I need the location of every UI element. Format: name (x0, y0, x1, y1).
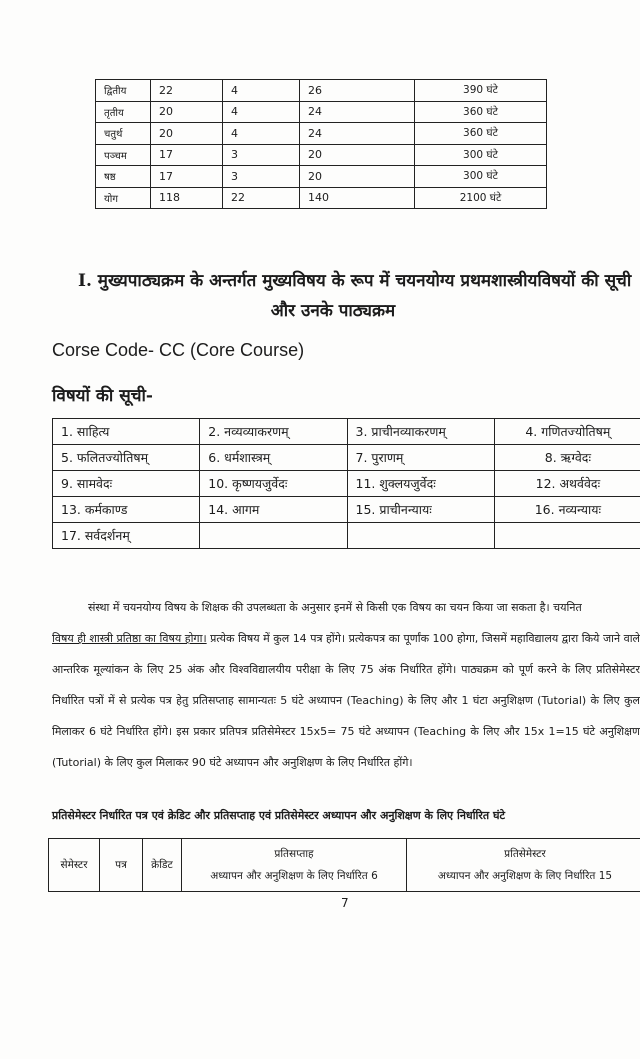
credits-table (48, 838, 640, 892)
subject-cell: 15. प्राचीनन्यायः (347, 497, 494, 523)
header-weekly (182, 839, 407, 892)
value-cell: 20 (151, 123, 223, 145)
header-paper: पत्र (100, 839, 143, 892)
table-row (96, 101, 547, 123)
heading-line-2: और उनके पाठ्यक्रम (270, 301, 396, 321)
value-cell: 20 (300, 166, 415, 188)
table-row (53, 497, 640, 523)
value-cell: 4 (223, 101, 300, 123)
page-number: 7 (341, 896, 349, 910)
value-cell: 26 (300, 80, 415, 102)
value-cell: 4 (223, 123, 300, 145)
subject-cell: 1. साहित्य (53, 419, 200, 445)
semester-cell: द्वितीय (96, 80, 151, 102)
table-row (53, 471, 640, 497)
semester-cell: योग (96, 187, 151, 209)
section-heading (78, 266, 638, 326)
hours-cell: 300 घंटे (415, 144, 547, 166)
subject-cell: 6. धर्मशास्त्रम् (200, 445, 347, 471)
subjects-table (52, 418, 640, 549)
header-credit: क्रेडिट (143, 839, 182, 892)
value-cell: 4 (223, 80, 300, 102)
subject-cell (200, 523, 347, 549)
subject-list-title: विषयों की सूची- (52, 386, 153, 406)
subject-cell: 3. प्राचीनव्याकरणम् (347, 419, 494, 445)
subject-cell: 13. कर्मकाण्ड (53, 497, 200, 523)
subject-cell: 4. गणितज्योतिषम् (494, 419, 640, 445)
header-semester-hours (407, 839, 640, 892)
body-paragraph (52, 592, 640, 778)
semester-cell: पञ्चम (96, 144, 151, 166)
table-row (96, 123, 547, 145)
value-cell: 22 (151, 80, 223, 102)
semester-hours-table (95, 79, 547, 209)
value-cell: 20 (151, 101, 223, 123)
subject-cell: 9. सामवेदः (53, 471, 200, 497)
semester-cell: षष्ठ (96, 166, 151, 188)
hours-cell: 2100 घंटे (415, 187, 547, 209)
table-row (96, 166, 547, 188)
table-header-row (49, 839, 640, 892)
table-row (53, 419, 640, 445)
sem-sub: अध्यापन और अनुशिक्षण के लिए निर्धारित 15 (437, 870, 613, 882)
subject-cell: 11. शुक्लयजुर्वेदः (347, 471, 494, 497)
underlined-text: विषय ही शास्त्री प्रतिष्ठा का विषय होगा। (52, 632, 207, 645)
table-row (96, 187, 547, 209)
hours-cell: 390 घंटे (415, 80, 547, 102)
subject-cell: 7. पुराणम् (347, 445, 494, 471)
value-cell: 17 (151, 144, 223, 166)
heading-line-1: I. मुख्यपाठ्यक्रम के अन्तर्गत मुख्यविषय के रूप में चयनयोग्य प्रथमशास्त्रीयविषयों की सूची (78, 271, 632, 291)
table-caption: प्रतिसेमेस्टर निर्धारित पत्र एवं क्रेडिट और प्रतिसप्ताह एवं प्रतिसेमेस्टर अध्यापन और अनुशिक्षण के लिए निर्धारित घंटे (52, 809, 506, 822)
value-cell: 3 (223, 144, 300, 166)
weekly-head: प्रतिसप्ताह (274, 848, 314, 860)
subject-cell: 14. आगम (200, 497, 347, 523)
subject-cell: 8. ऋग्वेदः (494, 445, 640, 471)
header-semester: सेमेस्टर (49, 839, 100, 892)
subject-cell: 12. अथर्ववेदः (494, 471, 640, 497)
value-cell: 20 (300, 144, 415, 166)
hours-cell: 300 घंटे (415, 166, 547, 188)
value-cell: 17 (151, 166, 223, 188)
paragraph-text: प्रत्येक विषय में कुल 14 पत्र होंगे। प्रत्येकपत्र का पूर्णांक 100 होगा, जिसमें महाविद्यालय द्वारा किये जाने वाले आन्तरिक मूल्यांकन के लिए 25 अंक और विश्वविद्यालयीय परीक्षा के लिए 75 अंक निर्धारित होंगे। पाठ्यक्रम को पूर्ण करने के लिए प्रतिसेमेस्टर निर्धारित पत्रों में से प्रत्येक पत्र हेतु प्रतिसप्ताह सामान्यतः 5 घंटे अध्यापन (Teaching) के लिए और 1 घंटा अनुशिक्षण (Tutorial) के लिए कुल मिलाकर 6 घंटे निर्धारित होंगे। इस प्रकार प्रतिपत्र प्रतिसेमेस्टर 15x5= 75 घंटे अध्यापन (Teaching के लिए और 15x 1=15 घंटे अनुशिक्षण (Tutorial) के लिए कुल मिलाकर 90 घंटे अध्यापन और अनुशिक्षण के लिए निर्धारित होंगे। (52, 632, 640, 769)
value-cell: 3 (223, 166, 300, 188)
subject-cell: 10. कृष्णयजुर्वेदः (200, 471, 347, 497)
value-cell: 140 (300, 187, 415, 209)
table-row (53, 445, 640, 471)
table-row (96, 80, 547, 102)
value-cell: 22 (223, 187, 300, 209)
hours-cell: 360 घंटे (415, 101, 547, 123)
table-row (53, 523, 640, 549)
subject-cell: 5. फलितज्योतिषम् (53, 445, 200, 471)
semester-cell: तृतीय (96, 101, 151, 123)
table-row (96, 144, 547, 166)
subject-cell (494, 523, 640, 549)
subject-cell: 16. नव्यन्यायः (494, 497, 640, 523)
value-cell: 24 (300, 101, 415, 123)
semester-cell: चतुर्थ (96, 123, 151, 145)
value-cell: 24 (300, 123, 415, 145)
subject-cell: 2. नव्यव्याकरणम् (200, 419, 347, 445)
value-cell: 118 (151, 187, 223, 209)
weekly-sub: अध्यापन और अनुशिक्षण के लिए निर्धारित 6 (210, 870, 378, 882)
paragraph-line: संस्था में चयनयोग्य विषय के शिक्षक की उपलब्धता के अनुसार इनमें से किसी एक विषय का चयन किया जा सकता है। चयनित (88, 601, 582, 614)
course-code: Corse Code- CC (Core Course) (52, 340, 305, 360)
subject-cell: 17. सर्वदर्शनम् (53, 523, 200, 549)
sem-head: प्रतिसेमेस्टर (504, 848, 546, 860)
hours-cell: 360 घंटे (415, 123, 547, 145)
subject-cell (347, 523, 494, 549)
